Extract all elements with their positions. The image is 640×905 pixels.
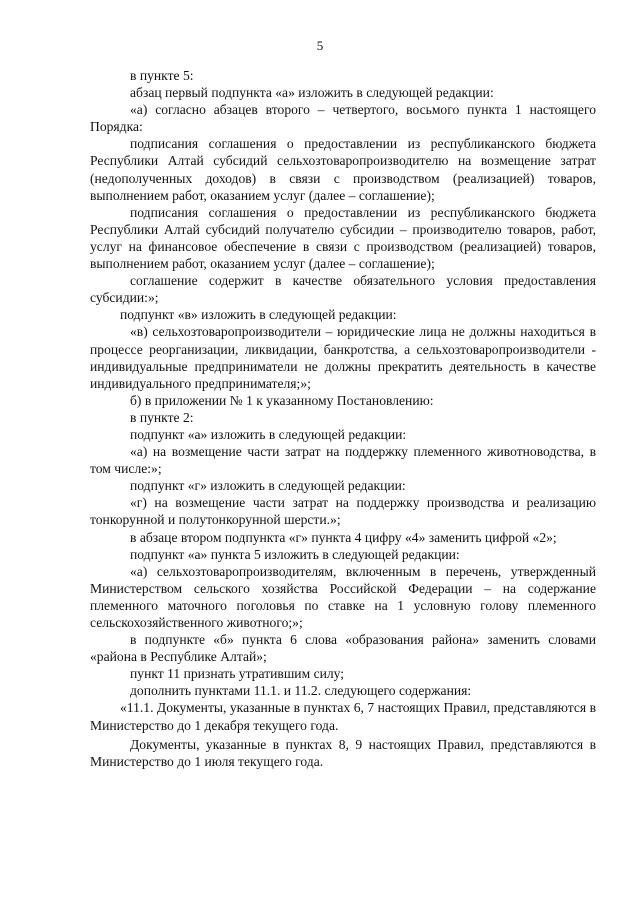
paragraph: подпункт «а» пункта 5 изложить в следующей редакции: <box>130 546 460 562</box>
paragraph: Документы, указанные в пунктах 8, 9 настоящих Правил, представляются в Министерство до 1 июля текущего года. <box>90 736 596 769</box>
paragraph: «а) сельхозтоваропроизводителям, включенным в перечень, утвержденный Министерством сельского хозяйства Российской Федерации – на содержание племенного маточного поголовья по ставке на 1 условную голову племенного сельскохозяйственного животного;»; <box>90 563 596 630</box>
paragraph: подписания соглашения о предоставлении из республиканского бюджета Республики Алтай субсидий сельхозтоваропроизводителю на возмещение затрат (недополученных доходов) в связи с производством (реализацией) товаров, выполнением работ, оказанием услуг (далее – соглашение); <box>90 136 596 203</box>
paragraph: подпункт «а» изложить в следующей редакции: <box>130 426 407 442</box>
paragraph: «а) согласно абзацев второго – четвертого, восьмого пункта 1 настоящего Порядка: <box>90 102 596 135</box>
paragraph: подписания соглашения о предоставлении из республиканского бюджета Республики Алтай субсидий получателю субсидии – производителю товаров, работ, услуг на финансовое обеспечение в связи с производством (реализацией) товаров, выполнением работ, оказанием услуг (далее – соглашение); <box>90 204 596 272</box>
paragraph: соглашение содержит в качестве обязательного условия предоставления субсидии:»; <box>90 273 596 306</box>
paragraph: в пункте 5: <box>130 68 194 83</box>
paragraph: «в) сельхозтоваропроизводители – юридические лица не должны находиться в процессе реорганизации, ликвидации, банкротства, а сельхозтоваропроизводители - индивидуальные предприниматели не должны прекратить деятельность в качестве индивидуального предпринимателя;»; <box>90 324 596 391</box>
paragraph: «г) на возмещение части затрат на поддержку производства и реализацию тонкорунной и полутонкорунной шерсти.»; <box>90 495 596 528</box>
paragraph: «а) на возмещение части затрат на поддержку племенного животноводства, в том числе:»; <box>90 444 596 477</box>
paragraph: дополнить пунктами 11.1. и 11.2. следующего содержания: <box>130 683 472 699</box>
paragraph: б) в приложении № 1 к указанному Постановлению: <box>130 392 434 408</box>
paragraph: пункт 11 признать утратившим силу; <box>130 666 345 682</box>
paragraph: в пункте 2: <box>130 409 194 425</box>
paragraph: подпункт «в» изложить в следующей редакции: <box>120 307 397 323</box>
document-body <box>90 67 596 770</box>
paragraph: абзац первый подпункта «а» изложить в следующей редакции: <box>130 85 494 101</box>
page-number: 5 <box>316 38 324 53</box>
paragraph: в абзаце втором подпункта «г» пункта 4 цифру «4» заменить цифрой «2»; <box>130 529 557 545</box>
paragraph: подпункт «г» изложить в следующей редакции: <box>130 478 406 494</box>
paragraph: «11.1. Документы, указанные в пунктах 6, 7 настоящих Правил, представляются в Министерство до 1 декабря текущего года. <box>90 700 596 733</box>
paragraph: в подпункте «б» пункта 6 слова «образования района» заменить словами «района в Республике Алтай»; <box>90 632 596 665</box>
